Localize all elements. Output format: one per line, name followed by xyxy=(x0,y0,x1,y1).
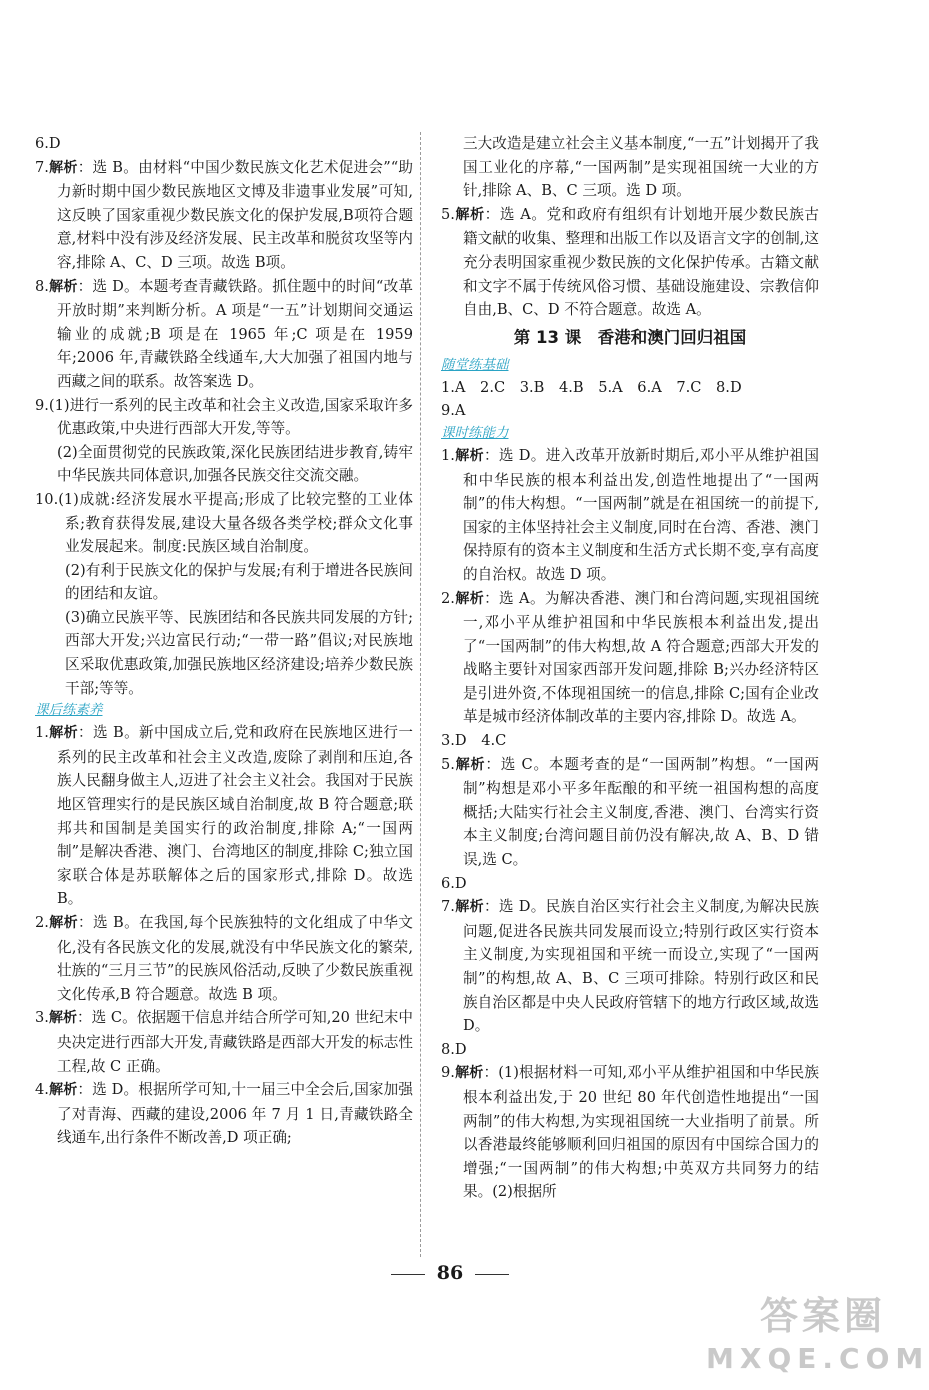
ability-answers-3-4: 3.D 4.C xyxy=(441,732,507,750)
after-class-answer-3: 3.解析：选 C。依据题干信息并结合所学可知,20 世纪末中央决定进行西部大开发,青藏铁路是西部大开发的标志性工程,故 C 正确。 xyxy=(35,1009,414,1075)
column-divider xyxy=(420,132,421,1257)
watermark-text-cn: 答案圈 xyxy=(759,1294,886,1338)
quick-answers-row-2: 9.A xyxy=(441,402,466,420)
ability-answer-8: 8.D xyxy=(441,1040,467,1058)
footer-dash-left xyxy=(391,1274,425,1275)
analysis-label: 解析 xyxy=(454,756,486,773)
ability-answer-6: 6.D xyxy=(441,874,467,892)
footer-dash-right xyxy=(475,1274,509,1275)
watermark-logo xyxy=(706,1290,929,1382)
answer-9-part1: 9.(1)进行一系列的民主改革和社会主义改造,国家采取许多优惠政策,中央进行西部大开发,等等。 xyxy=(35,396,413,438)
answer-8: 8.解析：选 D。本题考查青藏铁路。抓住题中的时间“改革开放时期”来判断分析。A 项是“一五”计划期间交通运输业的成就;B 项是在 1965 年;C 项是在 1959 年;2006 年,青藏铁路全线通车,大大加强了祖国内地与西藏之间的联系。故答案选 D。 xyxy=(35,277,413,390)
ability-answer-7: 7.解析：选 D。民族自治区实行社会主义制度,为解决民族问题,促进各民族共同发展而设立;特别行政区实行资本主义制度,为实现祖国和平统一而设立,实现了“一国两制”的构想,故 A、B、C 三项可排除。特别行政区和民族自治区都是中央人民政府管辖下的地方行政区域,故选 D。 xyxy=(441,898,820,1035)
answer-9-part2: (2)全面贯彻党的民族政策,深化民族团结进步教育,铸牢中华民族共同体意识,加强各民族交往交流交融。 xyxy=(57,443,413,485)
after-class-answer-5: 5.解析：选 A。党和政府有组织有计划地开展少数民族古籍文献的收集、整理和出版工作以及语言文字的创制,这充分表明国家重视少数民族的文化保护传承。古籍文献和文字不属于传统风俗习惯、基础设施建设、宗教信仰自由,B、C、D 不符合题意。故选 A。 xyxy=(441,205,819,319)
ability-answer-9: 9.解析：(1)根据材料一可知,邓小平从维护祖国和中华民族根本利益出发,于 20 世纪 80 年代创造性地提出“一国两制”的伟大构想,为实现祖国统一大业指明了前景。所以香港最终能够顺利回归祖国的原因有中国综合国力的增强;“一国两制”的伟大构想;中英双方共同努力的结果。(2)根据所 xyxy=(441,1064,819,1201)
ability-answer-5: 5.解析：选 C。本题考查的是“一国两制”构想。“一国两制”构想是邓小平多年酝酿的和平统一祖国构想的高度概括;大陆实行社会主义制度,香港、澳门、台湾实行资本主义制度;台湾问题目前仍没有解决,故 A、B、D 错误,选 C。 xyxy=(441,755,819,869)
analysis-label: 解析 xyxy=(454,899,484,916)
section-heading-ability: 课时练能力 xyxy=(441,424,509,441)
section-heading-after-class: 课后练素养 xyxy=(35,702,103,719)
analysis-label: 解析 xyxy=(48,725,79,742)
analysis-label: 解析 xyxy=(454,1065,484,1082)
analysis-label: 解析 xyxy=(48,1082,78,1099)
analysis-label: 解析 xyxy=(48,278,78,295)
ability-answer-1: 1.解析：选 D。进入改革开放新时期后,邓小平从维护祖国和中华民族的根本利益出发,创造性地提出了“一国两制”的伟大构想。“一国两制”就是在祖国统一的前提下,国家的主体坚持社会主义制度,同时在台湾、香港、澳门保持原有的资本主义制度和生活方式长期不变,享有高度的自治权。故选 D 项。 xyxy=(441,446,820,583)
answer-6: 6.D xyxy=(35,135,61,152)
answer-10-part3: (3)确立民族平等、民族团结和各民族共同发展的方针;西部大开发;兴边富民行动;“一带一路”倡议;对民族地区采取优惠政策,加强民族地区经济建设;培养少数民族干部;等等。 xyxy=(65,608,413,697)
after-class-answer-1: 1.解析：选 B。新中国成立后,党和政府在民族地区进行一系列的民主改革和社会主义改造,废除了剥削和压迫,各族人民翻身做主人,迈进了社会主义社会。我国对于民族地区管理实行的是民族区域自治制度,故 B 符合题意;联邦共和国制是美国实行的政治制度,排除 A;“一国两制”是解决香港、澳门、台湾地区的制度,排除 C;独立国家联合体是苏联解体之后的国家形式,排除 D。故选 B。 xyxy=(35,724,413,908)
analysis-label: 解析 xyxy=(48,915,79,931)
right-column xyxy=(441,132,819,1204)
ability-answer-2: 2.解析：选 A。为解决香港、澳门和台湾问题,实现祖国统一,邓小平从维护祖国和中华民族根本利益出发,提出了“一国两制”的伟大构想,故 A 符合题意;西部大开发的战略主要针对国家西部开发问题,排除 B;兴办经济特区是引进外资,不体现祖国统一的信息,排除 C;国有企业改革是城市经济体制改革的主要内容,排除 D。故选 A。 xyxy=(441,589,820,726)
watermark-text-url: MXQE.COM xyxy=(706,1342,929,1375)
section-heading-in-class: 随堂练基础 xyxy=(441,356,509,373)
page-number: 86 xyxy=(436,1262,464,1284)
answer-10-part2: (2)有利于民族文化的保护与发展;有利于增进各民族间的团结和友谊。 xyxy=(65,561,413,603)
analysis-label: 解析 xyxy=(48,1010,78,1027)
analysis-label: 解析 xyxy=(454,206,485,223)
answer-7: 7.解析：选 B。由材料“中国少数民族文化艺术促进会”“助力新时期中国少数民族地区文博及非遗事业发展”可知,这反映了国家重视少数民族文化的保护发展,B项符合题意,材料中没有涉及经济发展、民主改革和脱贫攻坚等内容,排除 A、C、D 三项。故选 B项。 xyxy=(35,158,414,271)
after-class-answer-4: 4.解析：选 D。根据所学可知,十一届三中全会后,国家加强了对青海、西藏的建设,2006 年 7 月 1 日,青藏铁路全线通车,出行条件不断改善,D 项正确; xyxy=(35,1081,414,1147)
quick-answers-row-1: 1.A 2.C 3.B 4.B 5.A 6.A 7.C 8.D xyxy=(441,378,742,396)
page-number-footer xyxy=(0,1262,900,1284)
lesson-title: 第 13 课 香港和澳门回归祖国 xyxy=(513,327,747,347)
analysis-label: 解析 xyxy=(454,590,485,607)
analysis-label: 解析 xyxy=(48,159,78,176)
left-column xyxy=(35,132,413,1150)
answer-4-continued: 三大改造是建立社会主义基本制度,“一五”计划揭开了我国工业化的序幕,“一国两制”是实现祖国统一大业的方针,排除 A、B、C 三项。选 D 项。 xyxy=(463,135,819,200)
after-class-answer-2: 2.解析：选 B。在我国,每个民族独特的文化组成了中华文化,没有各民族文化的发展,就没有中华民族文化的繁荣,壮族的“三月三节”的民族风俗活动,反映了少数民族重视文化传承,B 符合题意。故选 B 项。 xyxy=(35,914,413,1003)
analysis-label: 解析 xyxy=(454,447,484,464)
answer-10-part1: 10.(1)成就:经济发展水平提高;形成了比较完整的工业体系;教育获得发展,建设大量各级各类学校;群众文化事业发展起来。制度:民族区域自治制度。 xyxy=(35,490,413,556)
